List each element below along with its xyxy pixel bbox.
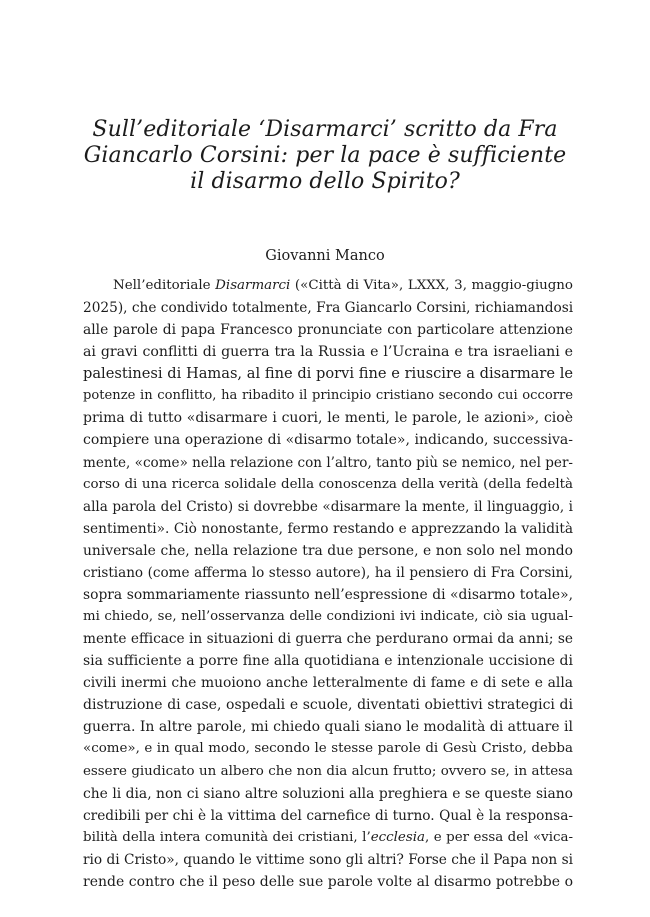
- text-run: rende contro che il peso delle sue parole volte al disarmo potrebbe o: [83, 873, 573, 890]
- paragraph-line: [83, 584, 573, 606]
- paragraph-line: [83, 297, 573, 319]
- text-run: «come», e in qual modo, secondo le stesse parole di Gesù Cristo, debba: [83, 741, 573, 757]
- paragraph-line: [83, 849, 573, 871]
- text-run: rio di Cristo», quando le vittime sono gli altri? Forse che il Papa non si: [83, 851, 573, 868]
- text-run: alla parola del Cristo) si dovrebbe «disarmare la mente, il linguaggio, i: [83, 498, 573, 515]
- paragraph-line: [83, 407, 573, 429]
- paragraph-line: [83, 783, 573, 805]
- paragraph-line: [83, 805, 573, 827]
- paragraph-line: [83, 363, 573, 385]
- paragraph-line: [83, 452, 573, 474]
- text-run: compiere una operazione di «disarmo totale», indicando, successiva-: [83, 432, 573, 449]
- text-run: sopra sommariamente riassunto nell’espressione di «disarmo totale»,: [83, 586, 573, 603]
- text-run: sentimenti». Ciò nonostante, fermo restando e apprezzando la validità: [83, 520, 573, 537]
- paragraph-line: [83, 385, 573, 407]
- text-run: mente, «come» nella relazione con l’altro, tanto più se nemico, nel per-: [83, 454, 573, 471]
- paragraph-line: [83, 606, 573, 628]
- paragraph-line: [83, 562, 573, 584]
- paragraph-line: [83, 429, 573, 451]
- text-run: ai gravi conflitti di guerra tra la Russia e l’Ucraina e tra israeliani e: [83, 344, 573, 361]
- italic-text: Disarmarci: [215, 278, 291, 293]
- text-run: che li dia, non ci siano altre soluzioni alla preghiera e se queste siano: [83, 785, 573, 802]
- text-run: 2025), che condivido totalmente, Fra Giancarlo Corsini, richiamandosi: [83, 300, 574, 317]
- paragraph-line: [83, 650, 573, 672]
- paragraph-line: [83, 319, 573, 341]
- paragraph-line: [83, 871, 573, 893]
- paragraph-line: [83, 827, 573, 849]
- title-line: il disarmo dello Spirito?: [190, 169, 460, 194]
- text-run: corso di una ricerca solidale della conoscenza della verità (della fedeltà: [83, 476, 573, 492]
- text-run: palestinesi di Hamas, al fine di porvi fine e riuscire a disarmare le: [83, 365, 573, 383]
- paragraph-line: [83, 628, 573, 650]
- paragraph-line: [83, 496, 573, 518]
- text-run: («Città di Vita», LXXX, 3, maggio-giugno: [290, 278, 573, 293]
- author-name: Giovanni Manco: [265, 248, 385, 264]
- text-run: bilità della intera comunità dei cristiani, l’: [83, 829, 371, 845]
- text-run: prima di tutto «disarmare i cuori, le menti, le parole, le azioni», cioè: [83, 410, 573, 427]
- text-run: , e per essa del «vica-: [424, 829, 573, 845]
- paragraph-line: [83, 540, 573, 562]
- paragraph-line: [83, 761, 573, 783]
- title-line: Sull’editoriale ‘Disarmarci’ scritto da Fra: [92, 117, 558, 142]
- paragraph-line: [83, 275, 573, 297]
- text-run: mi chiedo, se, nell’osservanza delle condizioni ivi indicate, ciò sia ugual-: [83, 609, 573, 625]
- paragraph-line: [83, 518, 573, 540]
- paragraph-line: [83, 738, 573, 760]
- italic-text: ecclesia: [370, 829, 425, 845]
- paragraph-line: [83, 341, 573, 363]
- text-run: universale che, nella relazione tra due persone, e non solo nel mondo: [83, 542, 573, 559]
- text-run: essere giudicato un albero che non dia alcun frutto; ovvero se, in attesa: [83, 763, 573, 779]
- text-run: distruzione di case, ospedali e scuole, diventati obiettivi strategici di: [83, 697, 573, 714]
- text-run: credibili per chi è la vittima del carnefice di turno. Qual è la responsa-: [83, 807, 573, 824]
- text-run: potenze in conflitto, ha ribadito il principio cristiano secondo cui occorre: [83, 388, 573, 404]
- paragraph-line: [83, 694, 573, 716]
- text-run: sia sufficiente a porre fine alla quotidiana e intenzionale uccisione di: [83, 653, 573, 670]
- text-run: mente efficace in situazioni di guerra che perdurano ormai da anni; se: [83, 631, 573, 648]
- text-run: civili inermi che muoiono anche letteralmente di fame e di sete e alla: [83, 675, 573, 692]
- title-line: Giancarlo Corsini: per la pace è sufficiente: [83, 143, 567, 168]
- text-run: guerra. In altre parole, mi chiedo quali siano le modalità di attuare il: [83, 719, 573, 736]
- text-run: alle parole di papa Francesco pronunciate con particolare attenzione: [83, 322, 573, 339]
- paragraph-line: [83, 716, 573, 738]
- text-run: Nell’editoriale: [113, 278, 216, 293]
- text-run: cristiano (come afferma lo stesso autore), ha il pensiero di Fra Corsini,: [83, 564, 573, 581]
- paragraph-line: [83, 672, 573, 694]
- paragraph-line: [83, 474, 573, 496]
